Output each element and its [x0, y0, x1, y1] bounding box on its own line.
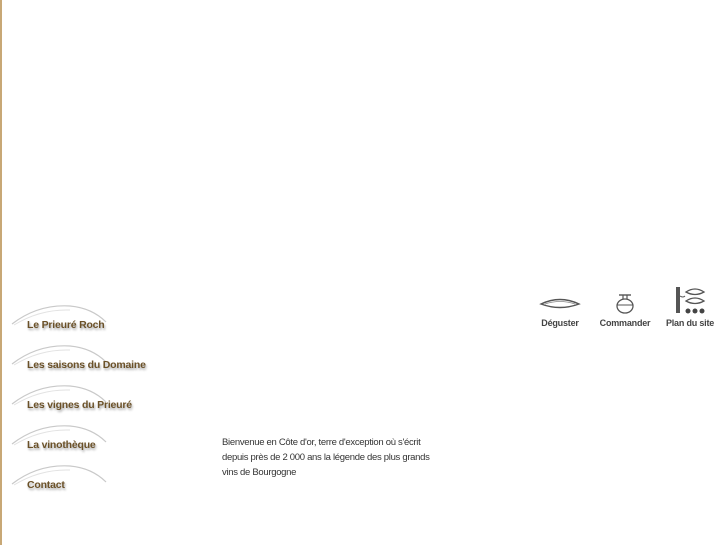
- welcome-line: vins de Bourgogne: [222, 467, 297, 478]
- nav-item-label: Le Prieuré Roch: [27, 319, 105, 331]
- nav-item-la-vinotheque[interactable]: [8, 420, 168, 456]
- nav-item-label: Les saisons du Domaine: [27, 359, 146, 371]
- commander-label: Commander: [599, 318, 651, 328]
- deguster-label: Déguster: [541, 318, 579, 328]
- wine-glass-plate-icon: [537, 286, 583, 316]
- nav-item-label: Contact: [27, 479, 65, 491]
- deguster-button[interactable]: [536, 286, 584, 328]
- welcome-line: Bienvenue en Côte d'or, terre d'exception où s'écrit: [222, 437, 421, 448]
- nav-item-les-vignes-du-prieure[interactable]: [8, 380, 168, 416]
- plan-du-site-label: Plan du site: [665, 318, 715, 328]
- welcome-text: [222, 435, 472, 480]
- nav-item-le-prieure-roch[interactable]: [8, 300, 168, 336]
- sitemap-icon: [668, 286, 712, 316]
- welcome-line: depuis près de 2 000 ans la légende des plus grands: [222, 452, 430, 463]
- nav-item-les-saisons-du-domaine[interactable]: [8, 340, 168, 376]
- plan-du-site-button[interactable]: [660, 286, 720, 328]
- nav-item-label: Les vignes du Prieuré: [27, 399, 132, 411]
- left-border-rule: [0, 0, 2, 545]
- commander-button[interactable]: [594, 286, 656, 328]
- nav-item-label: La vinothèque: [27, 439, 96, 451]
- jar-icon: [610, 286, 640, 316]
- nav-item-contact[interactable]: [8, 460, 168, 496]
